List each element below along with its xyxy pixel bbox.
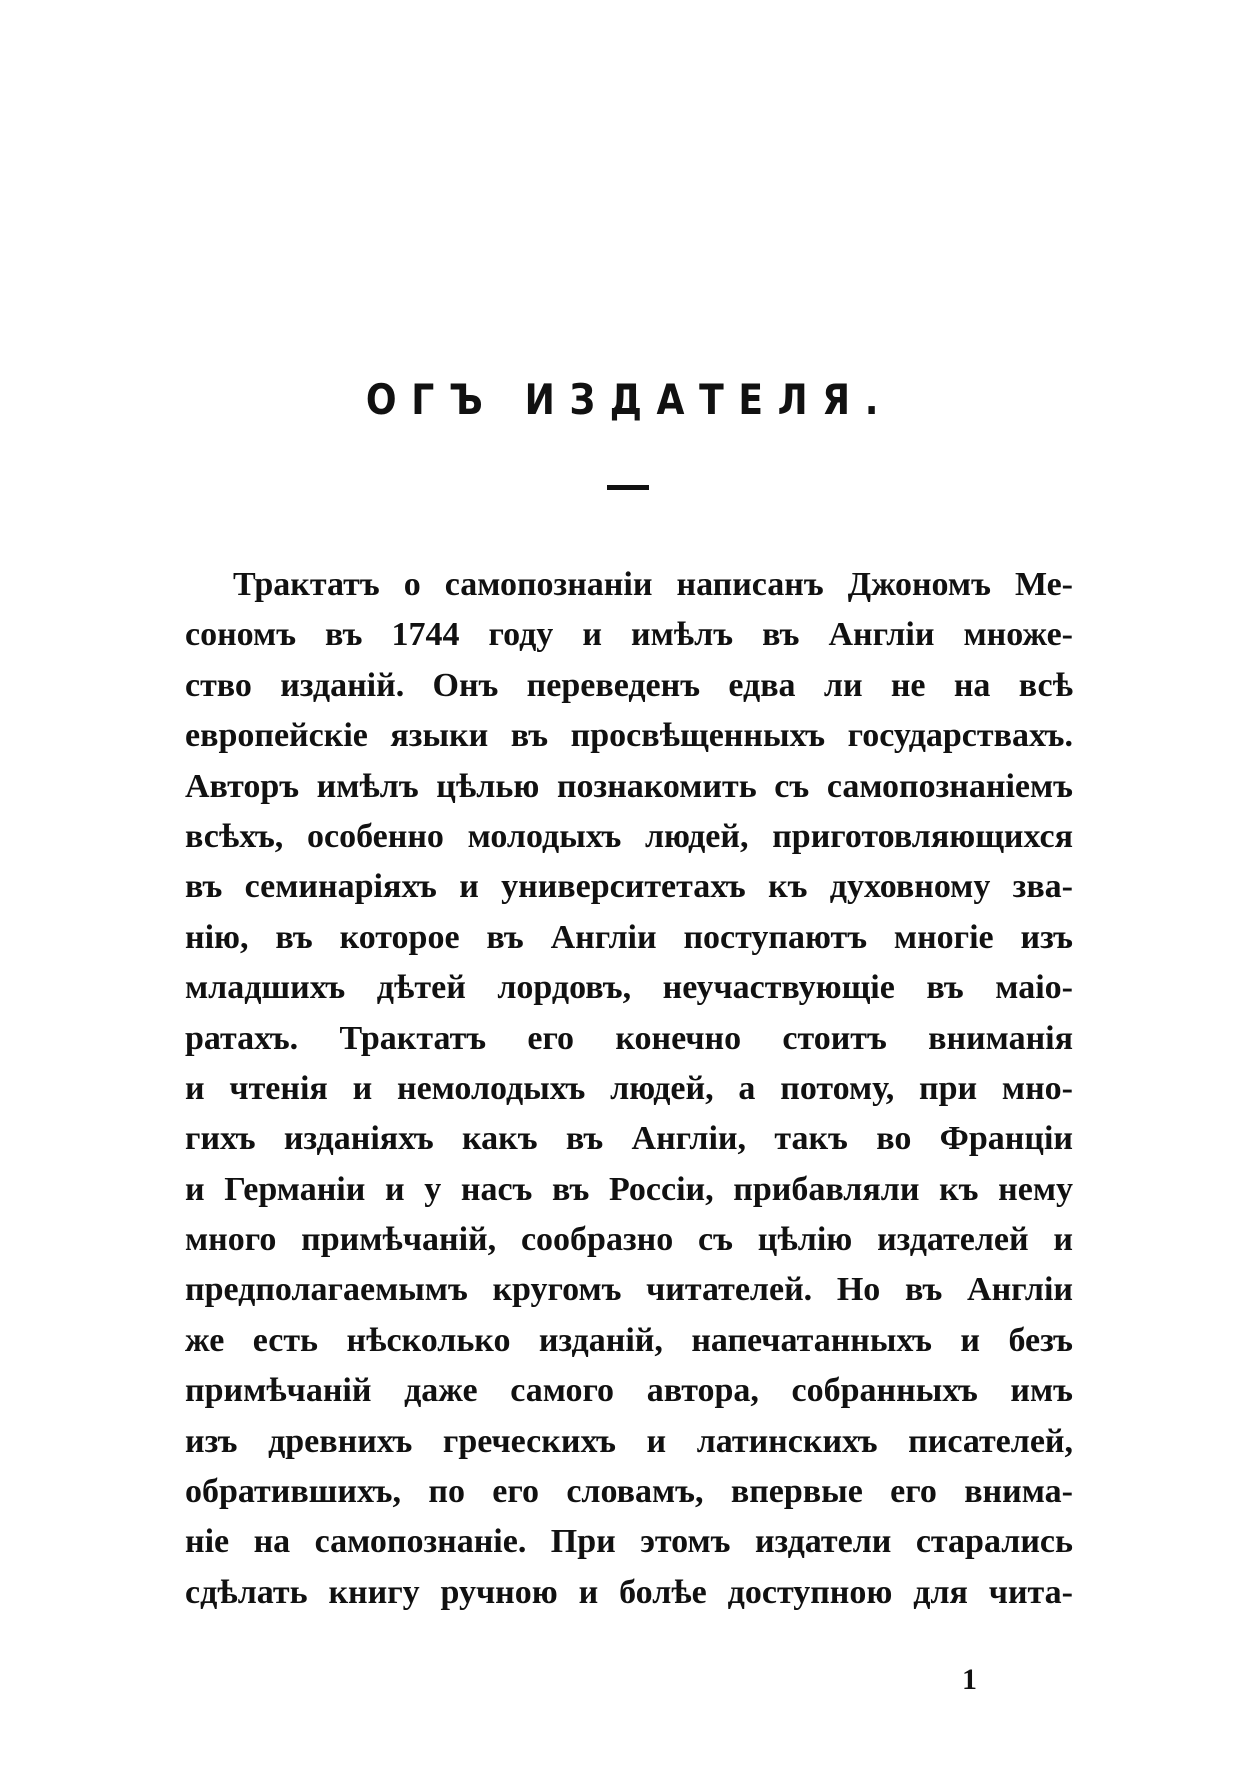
text-line: сдѣлать книгу ручною и болѣе доступною для чита- (185, 1573, 1073, 1611)
text-line: ніе на самопознаніе. При этомъ издатели старались (185, 1523, 1073, 1561)
text-line: европейскіе языки въ просвѣщенныхъ государствахъ. (185, 717, 1073, 755)
text-line: обратившихъ, по его словамъ, впервые его внима- (185, 1473, 1073, 1511)
text-line: ратахъ. Трактатъ его конечно стоитъ вниманія (185, 1019, 1073, 1057)
text-line: же есть нѣсколько изданій, напечатанныхъ и безъ (185, 1321, 1073, 1359)
text-line: младшихъ дѣтей лордовъ, неучаствующіе въ маіо- (185, 969, 1073, 1007)
body-text (185, 560, 1073, 1618)
text-line: Авторъ имѣлъ цѣлью познакомить съ самопознаніемъ (185, 767, 1073, 805)
title-divider (607, 485, 649, 490)
text-line: примѣчаній даже самого автора, собранныхъ имъ (185, 1372, 1073, 1410)
text-line: и Германіи и у насъ въ Россіи, прибавляли къ нему (185, 1170, 1073, 1208)
text-line: сономъ въ 1744 году и имѣлъ въ Англіи множе- (185, 616, 1073, 654)
page-number: 1 (962, 1663, 977, 1696)
page-title: ОГЪ ИЗДАТЕЛЯ. (365, 375, 894, 424)
text-line: много примѣчаній, сообразно съ цѣлію издателей и (185, 1221, 1073, 1259)
text-line: и чтенія и немолодыхъ людей, а потому, при мно- (185, 1069, 1073, 1107)
text-line: Трактатъ о самопознаніи написанъ Джономъ Ме- (233, 566, 1073, 603)
text-line: въ семинаріяхъ и университетахъ къ духовному зва- (185, 868, 1073, 906)
text-line: гихъ изданіяхъ какъ въ Англіи, такъ во Франціи (185, 1120, 1073, 1158)
text-line: предполагаемымъ кругомъ читателей. Но въ Англіи (185, 1271, 1073, 1309)
text-line: ство изданій. Онъ переведенъ едва ли не на всѣ (185, 666, 1073, 704)
text-line: нію, въ которое въ Англіи поступаютъ многіе изъ (185, 918, 1073, 956)
text-line: изъ древнихъ греческихъ и латинскихъ писателей, (185, 1422, 1073, 1460)
text-line: всѣхъ, особенно молодыхъ людей, приготовляющихся (185, 817, 1073, 855)
